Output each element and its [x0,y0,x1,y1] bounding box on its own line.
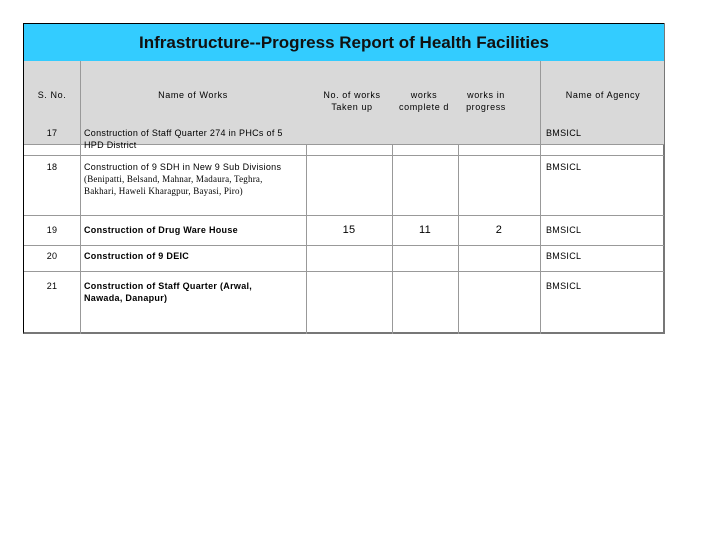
row-name-of-works-places: (Benipatti, Belsand, Mahnar, Madaura, Teghra, Bakhari, Haweli Kharagpur, Bayasi, Piro) [84,174,263,196]
row-name-of-works: Construction of Staff Quarter 274 in PHCs of 5 HPD District [84,128,283,150]
header-name-of-works: Name of Works [158,90,228,100]
row-works-in-progress: 2 [495,224,503,236]
row-sno: 21 [46,281,58,291]
header-sno: S. No. [37,90,67,100]
report-title: Infrastructure--Progress Report of Health Facilities [24,23,664,61]
grid-line-horizontal [24,271,664,272]
grid-line-vertical [306,145,307,334]
row-agency: BMSICL [546,128,582,138]
row-sno: 17 [46,128,58,138]
row-agency: BMSICL [546,251,582,261]
row-name-of-works: Construction of 9 SDH in New 9 Sub Divisions [84,162,282,172]
row-works-complete: 11 [418,224,432,236]
row-name-of-works: Construction of 9 DEIC [84,251,190,261]
grid-line-horizontal [24,215,664,216]
row-sno: 20 [46,251,58,261]
row-name-of-works: Construction of Drug Ware House [84,225,238,235]
row-sno: 19 [46,225,58,235]
grid-line-vertical [392,145,393,334]
header-works-complete: works complete d [398,90,450,112]
header-works-taken-up: No. of works Taken up [323,90,381,112]
grid-line-horizontal [24,245,664,246]
header-works-in-progress: works in progress [466,90,506,112]
row-agency: BMSICL [546,281,582,291]
grid-line-vertical [80,61,81,334]
row-agency: BMSICL [546,162,582,172]
grid-line-vertical [540,61,541,334]
progress-report-table [23,23,665,334]
row-works-taken-up: 15 [342,224,356,236]
row-name-of-works: Construction of Staff Quarter (Arwal, Nawada, Danapur) [84,281,253,303]
grid-line-vertical [458,145,459,334]
row-agency: BMSICL [546,225,582,235]
grid-line-horizontal [24,155,664,156]
row-sno: 18 [46,162,58,172]
header-name-of-agency: Name of Agency [565,90,641,100]
